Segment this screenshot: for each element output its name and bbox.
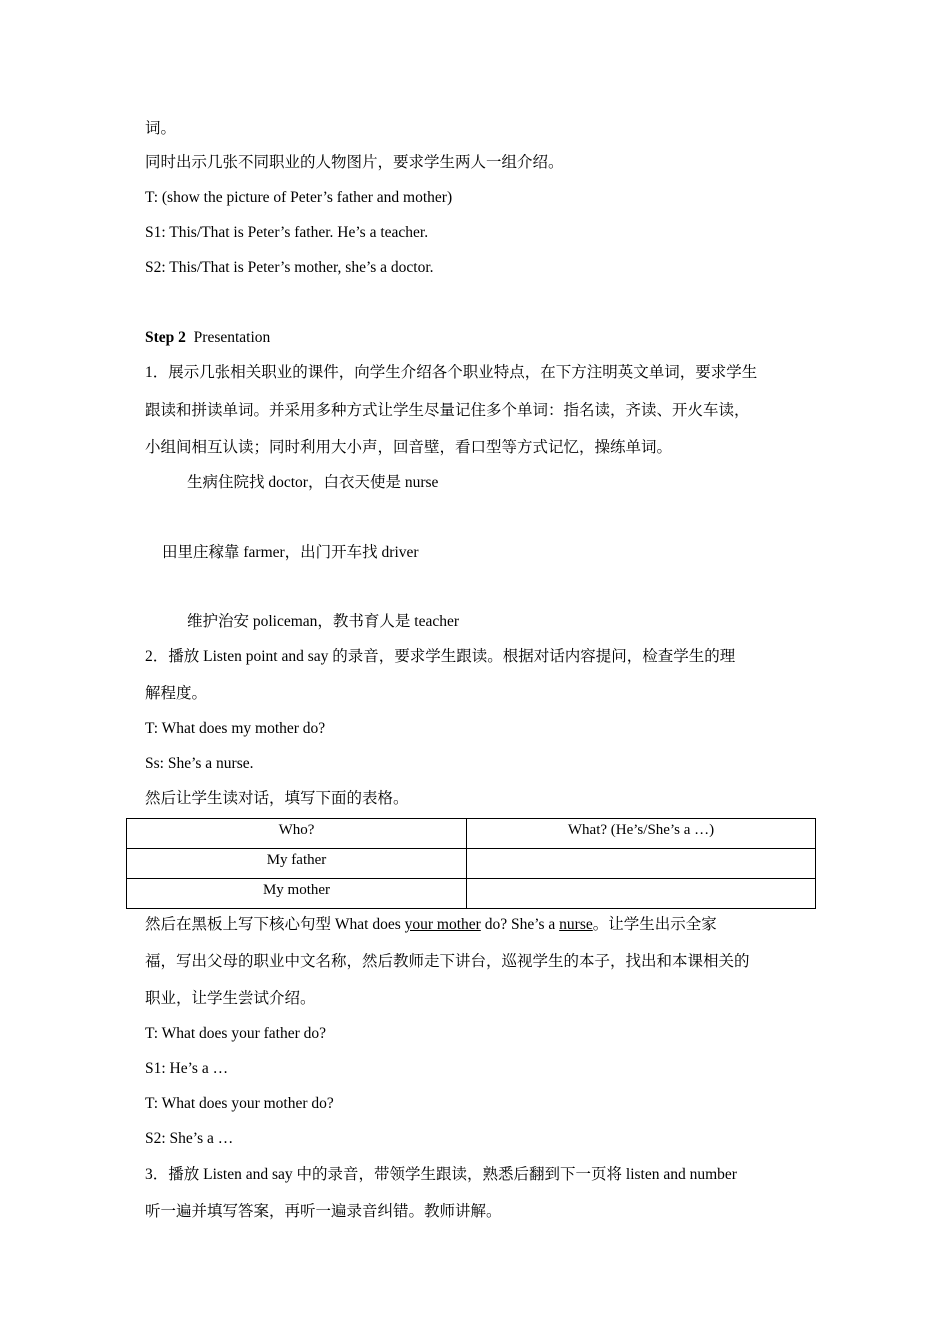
paragraph-line: 2．播放 Listen point and say 的录音，要求学生跟读。根据对话内容提问，检查学生的理: [145, 648, 736, 665]
table-answer-cell: [467, 879, 816, 909]
paragraph-line: 3．播放 Listen and say 中的录音，带领学生跟读，熟悉后翻到下一页将 listen and number: [145, 1166, 737, 1183]
underlined-text: nurse: [559, 916, 593, 933]
text-line: 同时出示几张不同职业的人物图片，要求学生两人一组介绍。: [145, 154, 564, 171]
dialogue-line: Ss: She’s a nurse.: [145, 755, 254, 772]
step-title: Presentation: [193, 329, 271, 346]
dialogue-line: T: What does my mother do?: [145, 720, 326, 737]
paragraph-line: 然后让学生读对话，填写下面的表格。: [145, 790, 409, 807]
text-span: 然后在黑板上写下核心句型 What does: [145, 916, 405, 933]
text-span: do? She’s a: [480, 916, 560, 933]
section-heading: [145, 328, 270, 348]
paragraph-line: 听一遍并填写答案，再听一遍录音纠错。教师讲解。: [145, 1203, 502, 1220]
rhyme-line: 田里庄稼靠 farmer，出门开车找 driver: [162, 544, 419, 561]
dialogue-line: S2: She’s a …: [145, 1130, 234, 1147]
paragraph-line: 福，写出父母的职业中文名称，然后教师走下讲台，巡视学生的本子，找出和本课相关的: [145, 953, 750, 970]
table-answer-cell: [467, 849, 816, 879]
dialogue-line: S2: This/That is Peter’s mother, she’s a doctor.: [145, 259, 434, 276]
paragraph-line: 小组间相互认读；同时利用大小声，回音壁，看口型等方式记忆，操练单词。: [145, 439, 673, 456]
step-label: Step 2: [145, 329, 186, 346]
dialogue-line: T: What does your father do?: [145, 1025, 327, 1042]
paragraph-line: 1．展示几张相关职业的课件，向学生介绍各个职业特点，在下方注明英文单词，要求学生: [145, 364, 758, 381]
dialogue-line: T: (show the picture of Peter’s father and mother): [145, 189, 453, 206]
underlined-text: your mother: [404, 916, 481, 933]
dialogue-line: T: What does your mother do?: [145, 1095, 334, 1112]
table-header-row: [127, 819, 816, 849]
paragraph-line: 跟读和拼读单词。并采用多种方式让学生尽量记住多个单词：指名读，齐读、开火车读，: [145, 402, 750, 419]
text-line: 词。: [145, 120, 177, 137]
rhyme-line: 维护治安 policeman，教书育人是 teacher: [187, 613, 460, 630]
table-header-cell: What? (He’s/She’s a …): [467, 819, 816, 849]
paragraph-line: 职业，让学生尝试介绍。: [145, 990, 316, 1007]
table-row: [127, 879, 816, 909]
text-span: 。让学生出示全家: [592, 916, 717, 933]
table-cell: My mother: [127, 879, 467, 909]
paragraph-line: [145, 915, 717, 935]
dialogue-line: S1: He’s a …: [145, 1060, 229, 1077]
paragraph-line: 解程度。: [145, 685, 208, 702]
table-header-cell: Who?: [127, 819, 467, 849]
rhyme-line: 生病住院找 doctor，白衣天使是 nurse: [187, 474, 439, 491]
table-cell: My father: [127, 849, 467, 879]
dialogue-line: S1: This/That is Peter’s father. He’s a teacher.: [145, 224, 429, 241]
occupation-table: [126, 818, 816, 909]
table-row: [127, 849, 816, 879]
